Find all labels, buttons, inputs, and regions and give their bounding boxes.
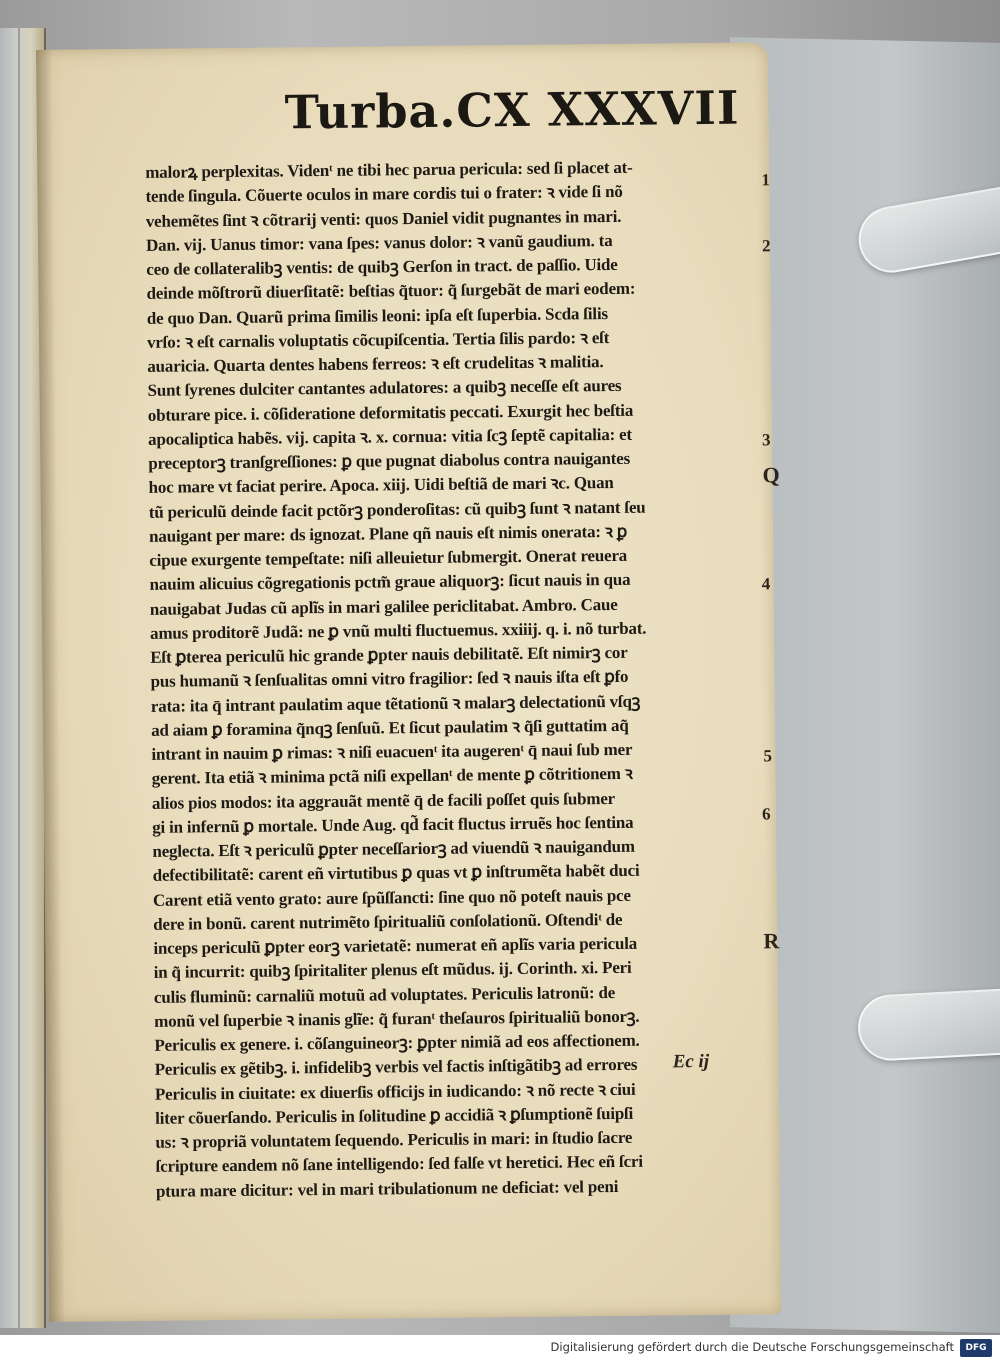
text-line: Dan. vij. Uanus timor: vana ſpes: vanus dolor: ꝛ vanũ gaudium. ta (145, 230, 613, 255)
text-line: nauim alicuius cõgregationis pctm̃ graue aliquorꝫ: ſicut nauis in qua (149, 570, 631, 595)
text-line: tũ periculũ deinde facit pctõrꝫ ponderoſitas: cũ quibꝫ ſunt ꝛ natant ſeu (148, 497, 646, 522)
margin-mark: Q (762, 462, 780, 488)
text-line: deinde mõſtrorũ diuerſitatẽ: beſtias q̃tuor: q̃ ſurgebãt de mari eodem: (146, 278, 636, 304)
text-line: monũ vel ſuperbie ꝛ inanis glĩe: q̃ furanᵗ theſauros ſpiritualiũ bonorꝫ. (154, 1006, 640, 1031)
text-line: Sunt ſyrenes dulciter cantantes adulatores: a quibꝫ neceſſe eſt aures (147, 376, 622, 401)
text-line: auaricia. Quarta dentes habens ferreos: ꝛ eſt crudelitas ꝛ malitia. (147, 352, 604, 376)
text-line: Periculis in ciuitate: ex diuerſis officijs in iudicando: ꝛ nõ recte ꝛ ciui (154, 1079, 636, 1104)
text-line: cipue exurgente tempeſtate: niſi alleuietur ſubmergit. Onerat reuera (149, 545, 628, 570)
book-page (36, 42, 781, 1322)
margin-mark: R (763, 928, 780, 954)
text-line: inceps periculũ ꝑpter eorꝫ varietatẽ: numerat eñ aplĩs varia pericula (153, 933, 638, 958)
text-line: ceo de collateralibꝫ ventis: de quibꝫ Gerſon in tract. de paſſio. Uide (146, 254, 618, 279)
text-line: Periculis ex genere. i. cõſanguineorꝫ: ꝑpter nimiã ad eos affectionem. (154, 1030, 640, 1055)
text-line: ſcripture eandem nõ ſane intelligendo: ſed falſe vt heretici. Hec eñ ſcri (155, 1151, 643, 1177)
text-line: tende ſingula. Cõuerte oculos in mare cordis tui o frater: ꝛ vide ſi nõ (145, 182, 623, 207)
text-line: intrant in nauim ꝑ rimas: ꝛ niſi euacuenᵗ ita augerenᵗ q̄ naui ſub mer (151, 739, 633, 764)
text-line: malorꝝ perplexitas. Videnᵗ ne tibi hec parua pericula: sed ſi placet at- (145, 157, 633, 182)
text-line: ptura mare dicitur: vel in mari tribulationum ne deficiat: vel peni (155, 1176, 619, 1201)
page-title: Turba.CX XXXVII (284, 80, 740, 140)
text-line: de quo Dan. Quarũ prima ſimilis leoni: ipſa eſt ſuperbia. Scda ſilis (146, 303, 608, 328)
text-line: alios pios modos: ita aggrauãt mentẽ q̄ de facili poſſet quis ſubmer (151, 788, 616, 813)
text-line: Periculis ex gẽtibꝫ. i. infidelibꝫ verbis vel factis inſtigãtibꝫ ad errores (154, 1055, 638, 1080)
text-line: culis fluminũ: carnaliũ motuũ ad voluptates. Periculis latronũ: de (153, 982, 616, 1007)
text-line: nauigant per mare: ds ignozat. Plane qñ nauis eſt nimis onerata: ꝛ ꝑ (148, 521, 628, 546)
credit-text: Digitalisierung gefördert durch die Deutsche Forschungsgemeinschaft (550, 1340, 954, 1354)
text-line: vrſo: ꝛ eſt carnalis voluptatis cõcupiſcentia. Tertia ſilis pardo: ꝛ eſt (146, 327, 610, 352)
margin-mark: 2 (761, 236, 771, 256)
margin-mark: 3 (762, 430, 771, 450)
text-line: in q̃ incurrit: quibꝫ ſpiritaliter plenus eſt mũdus. ij. Corinth. xi. Peri (153, 958, 632, 983)
text-line: Eſt ꝑterea periculũ hic grande ꝑpter nauis debilitatẽ. Eſt nimirꝫ cor (150, 642, 628, 667)
text-block (145, 154, 776, 1203)
text-line: liter cõuerſando. Periculis in ſolitudine ꝑ accidiã ꝛ ꝑſumptionẽ ſuipſi (155, 1103, 634, 1128)
text-line: pus humanũ ꝛ ſenſualitas omni vitro fragilior: ſed ꝛ nauis iſta eſt ꝑfo (150, 667, 629, 692)
text-line: dere in bonũ. carent nutrimẽto ſpiritualiũ conſolationũ. Oſtendiᵗ de (153, 909, 623, 934)
margin-mark: 4 (761, 574, 771, 594)
catchword: Ec ij (672, 1051, 710, 1073)
margin-mark: 1 (761, 170, 770, 190)
text-line: Carent etiã vento grato: aure ſpũſſancti: ſine quo nõ poteſt nauis pce (152, 885, 631, 910)
text-line: vehemẽtes ſint ꝛ cõtrarij venti: quos Daniel vidit pugnantes in mari. (145, 206, 622, 231)
dfg-logo: DFG (960, 1339, 992, 1357)
text-line: amus proditorẽ Judã: ne ꝑ vnũ multi fluctuemus. xxiiij. q. i. nõ turbat. (150, 618, 647, 643)
text-line: rata: ita q̄ intrant paulatim aque tẽtationũ ꝛ malarꝫ delectationũ vſqꝫ (150, 691, 641, 716)
margin-mark: 5 (763, 746, 773, 766)
text-line: neglecta. Eſt ꝛ periculũ ꝑpter neceſſariorꝫ ad viuendũ ꝛ nauigandum (152, 836, 635, 861)
text-line: apocaliptica habẽs. vij. capita ꝛ. x. cornua: vitia ſcꝫ ſeptẽ capitalia: et (147, 424, 632, 449)
plexiglass-clamp (856, 988, 1000, 1062)
text-line: gi in infernũ ꝑ mortale. Unde Aug. qd̃ facit fluctus irruẽs hoc ſentina (152, 812, 634, 837)
text-line: hoc mare vt faciat perire. Apoca. xiij. Uidi beſtiã de mari ꝛc. Quan (148, 473, 614, 498)
text-line: obturare pice. i. cõſideratione deformitatis peccati. Exurgit hec beſtia (147, 400, 634, 425)
text-line: ad aiam ꝑ foramina q̃nqꝫ ſenſuũ. Et ſicut paulatim ꝛ q̃ſi guttatim aq̃ (151, 715, 629, 740)
margin-mark: 6 (761, 804, 771, 824)
text-line: gerent. Ita etiã ꝛ minima pctã niſi expellanᵗ de mente ꝑ cõtritionem ꝛ (151, 764, 633, 789)
text-line: defectibilitatẽ: carent eñ virtutibus ꝑ quas vt ꝑ inſtrumẽta habẽt duci (152, 860, 640, 886)
text-line: preceptorꝫ tranſgreſſiones: ꝑ que pugnat diabolus contra nauigantes (148, 448, 631, 473)
credit-bar (0, 1335, 1000, 1361)
text-line: us: ꝛ propriã voluntatem ſequendo. Periculis in mari: in ſtudio ſacre (155, 1127, 633, 1152)
text-line: nauigabat Judas cũ aplĩs in mari galilee periclitabat. Ambro. Caue (149, 594, 618, 619)
